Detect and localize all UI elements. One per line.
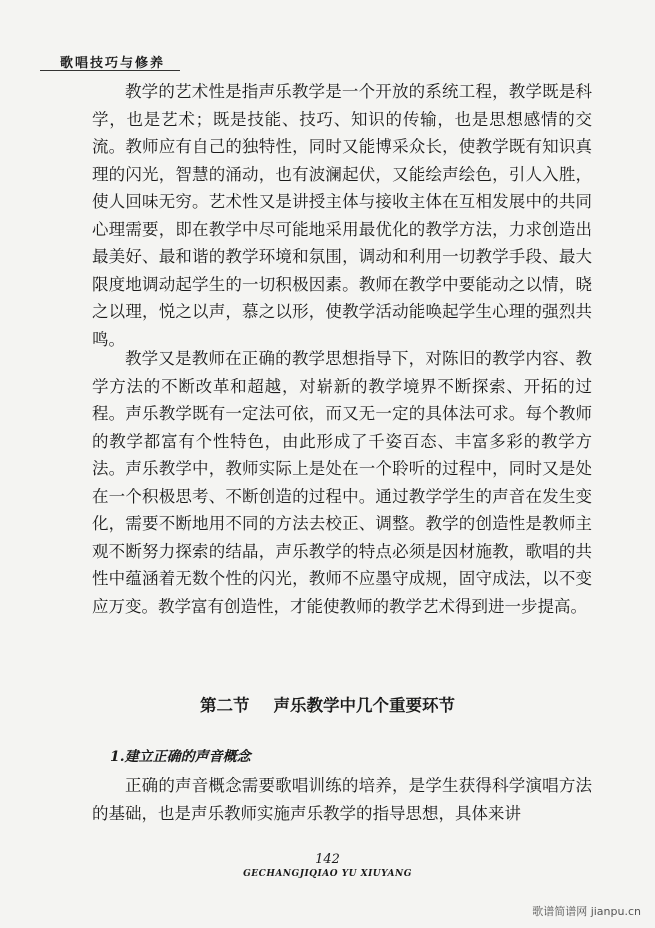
paragraph-1 [92, 78, 592, 353]
header-rule [40, 70, 180, 71]
paragraph-2-text: 教学又是教师在正确的教学思想指导下，对陈旧的教学内容、教学方法的不断改革和超越，对崭新的教学境界不断探索、开拓的过程。声乐教学既有一定法可依，而又无一定的具体法可求。每个教师的教学都富有个性特色，由此形成了千姿百态、丰富多彩的教学方法。声乐教学中，教师实际上是处在一个聆听的过程中，同时又是处在一个积极思考、不断创造的过程中。通过教学学生的声音在发生变化，需要不断地用不同的方法去校正、调整。教学的创造性是教师主观不断努力探索的结晶，声乐教学的特点必须是因材施教，歌唱的共性中蕴涵着无数个性的闪光，教师不应墨守成规，固守成法，以不变应万变。教学富有创造性，才能使教师的教学艺术得到进一步提高。 [92, 349, 592, 616]
running-header: 歌唱技巧与修养 [60, 56, 166, 71]
section-title: 声乐教学中几个重要环节 [273, 696, 455, 715]
paragraph-3-text: 正确的声音概念需要歌唱训练的培养，是学生获得科学演唱方法的基础，也是声乐教师实施声乐教学的指导思想，具体来讲 [92, 776, 592, 823]
paragraph-2 [92, 345, 592, 620]
section-number: 第二节 [200, 696, 250, 715]
page-number: 142 [315, 852, 340, 867]
paragraph-1-text: 教学的艺术性是指声乐教学是一个开放的系统工程，教学既是科学，也是艺术；既是技能、技巧、知识的传输，也是思想感情的交流。教师应有自己的独特性，同时又能博采众长，使教学既有知识真理的闪光，智慧的涌动，也有波澜起伏，又能绘声绘色，引人入胜，使人回味无穷。艺术性又是讲授主体与接收主体在互相发展中的共同心理需要，即在教学中尽可能地采用最优化的教学方法，力求创造出最美好、最和谐的教学环境和氛围，调动和利用一切教学手段、最大限度地调动起学生的一切积极因素。教师在教学中要能动之以情，晓之以理，悦之以声，慕之以形，使教学活动能唤起学生心理的强烈共鸣。 [92, 82, 592, 349]
footer-pinyin-title: GECHANGJIQIAO YU XIUYANG [243, 869, 412, 879]
site-watermark: 歌谱简谱网 jianpu.cn [532, 905, 641, 918]
section-heading [0, 692, 655, 716]
subsection-heading: 1.建立正确的声音概念 [110, 749, 251, 765]
paragraph-3 [92, 772, 592, 827]
